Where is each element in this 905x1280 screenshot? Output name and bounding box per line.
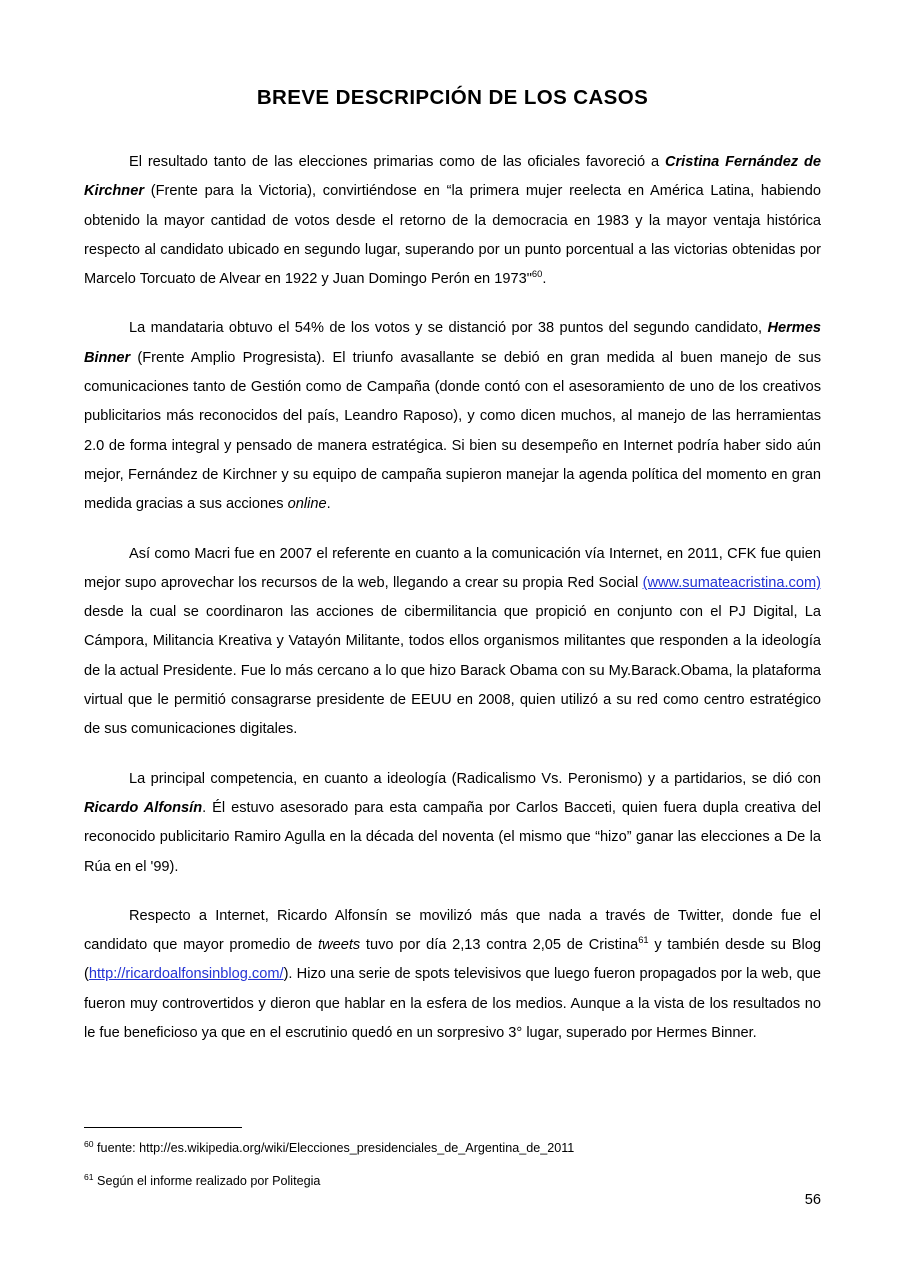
document-content	[84, 0, 821, 1048]
paragraph-3	[84, 540, 821, 745]
footnotes-section	[84, 1127, 821, 1190]
link-ricardoalfonsinblog[interactable]: http://ricardoalfonsinblog.com/	[88, 966, 284, 983]
link-sumateacristina[interactable]: (www.sumateacristina.com)	[642, 574, 821, 591]
paragraph-4	[84, 765, 821, 882]
paragraph-2-text-c: .	[326, 496, 331, 513]
paragraph-4-text-a: La principal competencia, en cuanto a ideología (Radicalismo Vs. Peronismo) y a partidarios, se dió con	[129, 770, 821, 787]
footnote-60-text: fuente: http://es.wikipedia.org/wiki/Elecciones_presidenciales_de_Argentina_de_2011	[93, 1141, 575, 1155]
footnote-61-text: Según el informe realizado por Politegia	[93, 1174, 321, 1188]
paragraph-2-bold-name: Hermes Binner	[84, 320, 821, 366]
paragraph-3-text-b: desde la cual se coordinaron las acciones de cibermilitancia que propició en conjunto con el PJ Digital, La Cámpora, Militancia Kreativa y Vatayón Militante, todos ellos organismos militantes que responden a la ideología de la actual Presidente. Fue lo más cercano a lo que hizo Barack Obama con su My.Barack.Obama, la plataforma virtual que le permitió consagrarse presidente de EEUU en 2008, quien utilizó a su red como centro estratégico de sus comunicaciones digitales.	[84, 604, 821, 738]
page-number: 56	[804, 1192, 821, 1208]
footnote-separator-rule	[84, 1127, 242, 1128]
paragraph-4-bold-name: Ricardo Alfonsín	[84, 799, 203, 816]
footnote-ref-60[interactable]: 60	[531, 268, 543, 280]
paragraph-1-bold-name: Cristina Fernández de Kirchner	[84, 154, 821, 200]
body-text-block	[84, 110, 821, 1048]
paragraph-2-italic-online: online	[287, 496, 327, 513]
footnote-60-marker: 60	[84, 1138, 94, 1149]
paragraph-4-text-b: . Él estuvo asesorado para esta campaña por Carlos Bacceti, quien fuera dupla creativa del reconocido publicitario Ramiro Agulla en la década del noventa (el mismo que “hizo” ganar las elecciones a De la Rúa en el '99).	[84, 799, 821, 875]
paragraph-5-text-a: Respecto a Internet, Ricardo Alfonsín se movilizó más que nada a través de Twitter, donde fue el candidato que mayor promedio de	[84, 907, 821, 954]
paragraph-3-text-a: Así como Macri fue en 2007 el referente en cuanto a la comunicación vía Internet, en 2011, CFK fue quien mejor supo aprovechar los recursos de la web, llegando a crear su propia Red Social	[84, 545, 821, 591]
footnote-ref-61[interactable]: 61	[638, 934, 649, 946]
paragraph-1-text-b: (Frente para la Victoria), convirtiéndose en “la primera mujer reelecta en América Latina, habiendo obtenido la mayor cantidad de votos desde el retorno de la democracia en 1983 y la mayor ventaja histórica respecto al candidato ubicado en segundo lugar, superando por un punto porcentual a las victorias obtenidas por Marcelo Torcuato de Alvear en 1922 y Juan Domingo Perón en 1973"	[84, 183, 821, 288]
paragraph-5	[84, 902, 821, 1048]
paragraph-2-text-a: La mandataria obtuvo el 54% de los votos y se distanció por 38 puntos del segundo candidato,	[129, 320, 768, 337]
footnote-60	[84, 1140, 821, 1157]
paragraph-2	[84, 314, 821, 519]
paragraph-5-text-d: ). Hizo una serie de spots televisivos que luego fueron propagados por la web, que fueron muy controvertidos y dieron que hablar en la esfera de los medios. Aunque a la vista de los resultados no le fue beneficioso ya que en el escrutinio quedó en un sorpresivo 3° lugar, superado por Hermes Binner.	[84, 966, 821, 1042]
paragraph-1-text-a: El resultado tanto de las elecciones primarias como de las oficiales favoreció a	[129, 154, 665, 170]
paragraph-5-italic-tweets: tweets	[318, 937, 361, 954]
page-title: BREVE DESCRIPCIÓN DE LOS CASOS	[256, 86, 649, 109]
paragraph-1-text-c: .	[542, 271, 547, 288]
footnote-61	[84, 1173, 821, 1190]
paragraph-5-text-c: y también desde su Blog (	[84, 937, 821, 983]
paragraph-5-text-b: tuvo por día 2,13 contra 2,05 de Cristina	[360, 937, 639, 954]
footnote-61-marker: 61	[84, 1171, 94, 1182]
paragraph-2-text-b: (Frente Amplio Progresista). El triunfo avasallante se debió en gran medida al buen manejo de sus comunicaciones tanto de Gestión como de Campaña (donde contó con el asesoramiento de uno de los creativos publicitarios más reconocidos del país, Leandro Raposo), y como dicen muchos, al manejo de las herramientas 2.0 de forma integral y pensado de manera estratégica. Si bien su desempeño en Internet podría haber sido aún mejor, Fernández de Kirchner y su equipo de campaña supieron manejar la agenda política del momento en gran medida gracias a sus acciones	[84, 349, 821, 513]
paragraph-1	[84, 148, 821, 294]
